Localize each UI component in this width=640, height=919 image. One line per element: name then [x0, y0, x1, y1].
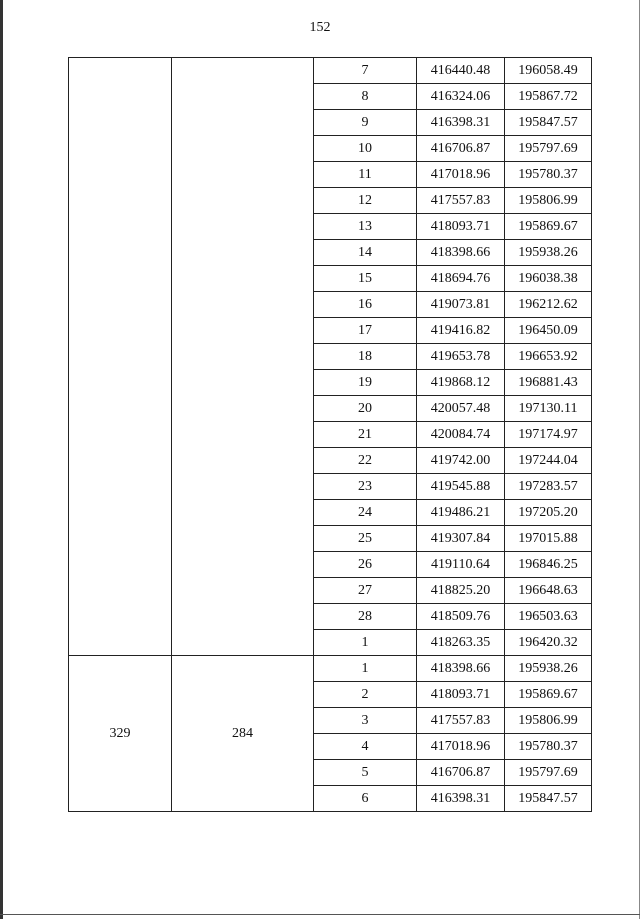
area-cell — [172, 58, 314, 656]
point-number-cell: 18 — [314, 344, 417, 370]
point-number-cell: 16 — [314, 292, 417, 318]
point-number-cell: 11 — [314, 162, 417, 188]
point-number-cell: 25 — [314, 526, 417, 552]
x-coordinate-cell: 419073.81 — [417, 292, 505, 318]
y-coordinate-cell: 196648.63 — [505, 578, 592, 604]
y-coordinate-cell: 197244.04 — [505, 448, 592, 474]
x-coordinate-cell: 418398.66 — [417, 240, 505, 266]
point-number-cell: 8 — [314, 84, 417, 110]
y-coordinate-cell: 195797.69 — [505, 760, 592, 786]
y-coordinate-cell: 197015.88 — [505, 526, 592, 552]
y-coordinate-cell: 196420.32 — [505, 630, 592, 656]
x-coordinate-cell: 417018.96 — [417, 734, 505, 760]
x-coordinate-cell: 417018.96 — [417, 162, 505, 188]
y-coordinate-cell: 195806.99 — [505, 188, 592, 214]
scan-left-edge — [0, 0, 3, 919]
x-coordinate-cell: 419110.64 — [417, 552, 505, 578]
x-coordinate-cell: 418825.20 — [417, 578, 505, 604]
cadastral-number-cell — [69, 58, 172, 656]
x-coordinate-cell: 416440.48 — [417, 58, 505, 84]
y-coordinate-cell: 197174.97 — [505, 422, 592, 448]
x-coordinate-cell: 418093.71 — [417, 214, 505, 240]
y-coordinate-cell: 195938.26 — [505, 656, 592, 682]
y-coordinate-cell: 197130.11 — [505, 396, 592, 422]
x-coordinate-cell: 419868.12 — [417, 370, 505, 396]
x-coordinate-cell: 420084.74 — [417, 422, 505, 448]
x-coordinate-cell: 416324.06 — [417, 84, 505, 110]
x-coordinate-cell: 419486.21 — [417, 500, 505, 526]
point-number-cell: 4 — [314, 734, 417, 760]
point-number-cell: 26 — [314, 552, 417, 578]
scan-bottom-edge — [0, 914, 640, 915]
x-coordinate-cell: 420057.48 — [417, 396, 505, 422]
y-coordinate-cell: 195867.72 — [505, 84, 592, 110]
point-number-cell: 27 — [314, 578, 417, 604]
y-coordinate-cell: 196038.38 — [505, 266, 592, 292]
x-coordinate-cell: 417557.83 — [417, 708, 505, 734]
x-coordinate-cell: 417557.83 — [417, 188, 505, 214]
x-coordinate-cell: 419307.84 — [417, 526, 505, 552]
x-coordinate-cell: 416706.87 — [417, 760, 505, 786]
point-number-cell: 12 — [314, 188, 417, 214]
point-number-cell: 17 — [314, 318, 417, 344]
y-coordinate-cell: 197283.57 — [505, 474, 592, 500]
y-coordinate-cell: 196450.09 — [505, 318, 592, 344]
y-coordinate-cell: 196212.62 — [505, 292, 592, 318]
y-coordinate-cell: 195847.57 — [505, 786, 592, 812]
area-cell: 284 — [172, 656, 314, 812]
point-number-cell: 19 — [314, 370, 417, 396]
point-number-cell: 22 — [314, 448, 417, 474]
x-coordinate-cell: 419545.88 — [417, 474, 505, 500]
y-coordinate-cell: 196846.25 — [505, 552, 592, 578]
point-number-cell: 6 — [314, 786, 417, 812]
page-number: 152 — [309, 20, 331, 35]
point-number-cell: 3 — [314, 708, 417, 734]
point-number-cell: 5 — [314, 760, 417, 786]
point-number-cell: 10 — [314, 136, 417, 162]
x-coordinate-cell: 419653.78 — [417, 344, 505, 370]
y-coordinate-cell: 195938.26 — [505, 240, 592, 266]
point-number-cell: 1 — [314, 656, 417, 682]
y-coordinate-cell: 195780.37 — [505, 162, 592, 188]
point-number-cell: 21 — [314, 422, 417, 448]
x-coordinate-cell: 418509.76 — [417, 604, 505, 630]
x-coordinate-cell: 418263.35 — [417, 630, 505, 656]
coordinates-table-body — [69, 58, 592, 812]
point-number-cell: 1 — [314, 630, 417, 656]
table-row — [69, 656, 592, 682]
y-coordinate-cell: 196058.49 — [505, 58, 592, 84]
y-coordinate-cell: 195869.67 — [505, 214, 592, 240]
x-coordinate-cell: 418398.66 — [417, 656, 505, 682]
y-coordinate-cell: 195869.67 — [505, 682, 592, 708]
x-coordinate-cell: 418093.71 — [417, 682, 505, 708]
y-coordinate-cell: 196653.92 — [505, 344, 592, 370]
y-coordinate-cell: 195847.57 — [505, 110, 592, 136]
point-number-cell: 23 — [314, 474, 417, 500]
x-coordinate-cell: 418694.76 — [417, 266, 505, 292]
x-coordinate-cell: 416706.87 — [417, 136, 505, 162]
x-coordinate-cell: 419742.00 — [417, 448, 505, 474]
x-coordinate-cell: 419416.82 — [417, 318, 505, 344]
y-coordinate-cell: 196503.63 — [505, 604, 592, 630]
x-coordinate-cell: 416398.31 — [417, 786, 505, 812]
point-number-cell: 13 — [314, 214, 417, 240]
y-coordinate-cell: 195780.37 — [505, 734, 592, 760]
table-row — [69, 58, 592, 84]
point-number-cell: 2 — [314, 682, 417, 708]
y-coordinate-cell: 197205.20 — [505, 500, 592, 526]
point-number-cell: 14 — [314, 240, 417, 266]
x-coordinate-cell: 416398.31 — [417, 110, 505, 136]
y-coordinate-cell: 196881.43 — [505, 370, 592, 396]
point-number-cell: 9 — [314, 110, 417, 136]
y-coordinate-cell: 195797.69 — [505, 136, 592, 162]
cadastral-number-cell: 329 — [69, 656, 172, 812]
coordinates-table — [68, 57, 592, 812]
point-number-cell: 20 — [314, 396, 417, 422]
point-number-cell: 15 — [314, 266, 417, 292]
y-coordinate-cell: 195806.99 — [505, 708, 592, 734]
point-number-cell: 7 — [314, 58, 417, 84]
point-number-cell: 28 — [314, 604, 417, 630]
point-number-cell: 24 — [314, 500, 417, 526]
